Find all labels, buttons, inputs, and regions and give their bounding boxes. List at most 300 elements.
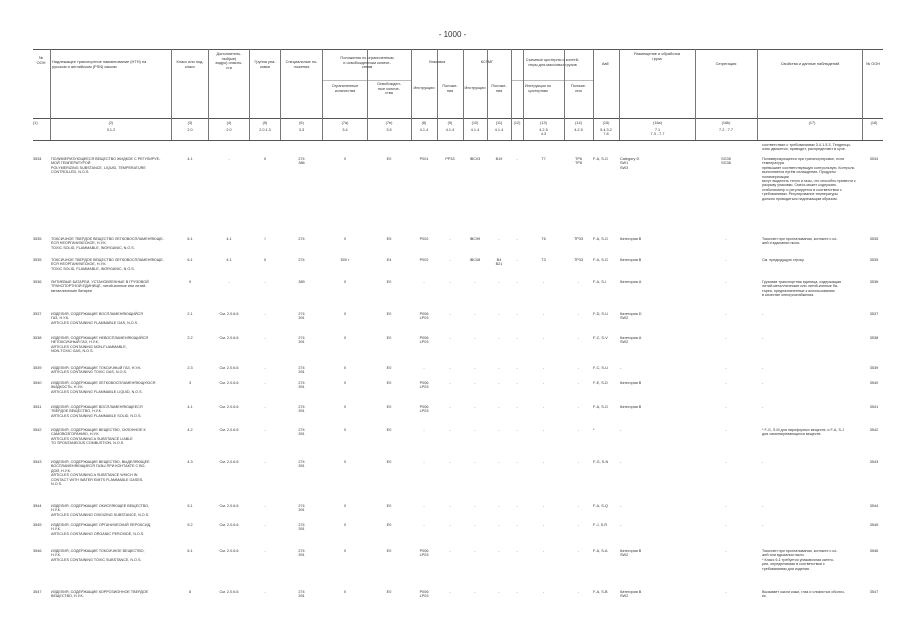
cell-sp: 274 391 — [298, 460, 305, 469]
column-number: (7a) — [341, 121, 349, 125]
cell-name: ИЗДЕЛИЯ, СОДЕРЖАЩИЕ ТОКСИЧНОЕ ВЕЩЕСТВО, Н.У.К. ARTICLES CONTAINING TOXIC SUBSTANCE, N.O.S. — [51, 549, 145, 562]
column-number: (2) — [108, 121, 114, 125]
header-segregation: Сегрегация — [715, 61, 737, 66]
cell-cls: 4.2 — [187, 428, 193, 432]
cell-prop: См. предыдущую строку. — [762, 258, 805, 262]
cell-seg: - — [725, 590, 727, 594]
cell-stw: Категория A SW2 — [620, 336, 642, 345]
cell-ems: F-C, S-V — [593, 336, 608, 340]
cell-pi: P006 LP03 — [419, 381, 429, 390]
cell-ti: T3 — [541, 258, 546, 262]
cell-seg: - — [725, 460, 727, 464]
cell-ems: F-A, S-G — [593, 237, 608, 241]
cell-prop: Токсичен при проглатывании, контакте с ко- жей или вдыхании пыли. * Класс 6.1 требуется упаковочная катего- рия, определяемая в соответствии с требованиями для изделия. — [762, 549, 838, 571]
cell-unr: 3536 — [869, 280, 879, 284]
cell-ibp: - — [498, 590, 500, 594]
cell-pg: - — [264, 312, 266, 316]
cell-un: 3535 — [33, 237, 42, 241]
cell-un: 3546 — [33, 549, 42, 553]
cell-prop: - — [762, 336, 764, 340]
cell-pp: - — [449, 258, 451, 262]
cell-ibp: B19 — [495, 157, 503, 161]
cell-tp: TP33 — [573, 258, 584, 262]
cell-cls: 2.1 — [187, 312, 193, 316]
cell-stw: - — [620, 504, 622, 508]
cell-12: - — [516, 381, 518, 385]
cell-ems: F-A, S-I — [593, 280, 607, 284]
column-number: (15) — [602, 121, 610, 125]
cell-tp: TP6 TP8 — [575, 157, 582, 166]
cell-lq: 0 — [343, 381, 347, 385]
cell-ti: - — [542, 336, 545, 340]
cell-sp: 274 391 — [298, 428, 305, 437]
cell-ems: F-A, S-G — [593, 258, 608, 262]
cell-seg: - — [725, 280, 727, 284]
reference-c8: 4.1.4 — [419, 128, 429, 132]
cell-ibi: - — [474, 366, 476, 370]
cell-cls: 4.3 — [187, 460, 193, 464]
cell-cls: 9 — [188, 280, 192, 284]
cell-pg: II — [263, 258, 267, 262]
cell-pp: - — [449, 366, 451, 370]
header-tank-instructions: Инструкции по цистернам — [524, 83, 552, 93]
cell-12: - — [516, 405, 518, 409]
cell-tp: - — [577, 405, 580, 409]
cell-pi: - — [423, 280, 425, 284]
cell-stw: Категория B SW2 — [620, 549, 642, 558]
column-number: (14) — [575, 121, 582, 125]
cell-lq: 500 г — [340, 258, 350, 262]
cell-eq: E0 — [386, 549, 392, 553]
cell-pp: - — [449, 549, 451, 553]
reference-c11: 4.1.4 — [494, 128, 504, 132]
header-packing-group: Группа упа- ковки — [254, 59, 276, 69]
cell-ems: F-D, S-U — [593, 312, 608, 316]
refs-bottom-rule — [33, 140, 883, 141]
cell-unr: 3544 — [869, 504, 879, 508]
cell-ibp: B4 B21 — [495, 258, 503, 267]
cell-tp: - — [577, 590, 580, 594]
cell-name: ИЗДЕЛИЯ, СОДЕРЖАЩИЕ ОКИСЛЯЮЩЕЕ ВЕЩЕСТВО, Н.У.К. ARTICLES CONTAINING OXIDIZING SUBSTANCE, N.O.S. — [51, 504, 150, 517]
header-excepted-qty: Освобожден- ные количе- ства — [377, 81, 401, 96]
reference-c15: 5.4.3.2 7.8 — [600, 128, 612, 137]
cell-pg: - — [264, 428, 266, 432]
header-ems: АвЕ — [601, 61, 610, 66]
cell-name: ПОЛИМЕРИЗУЮЩЕЕСЯ ВЕЩЕСТВО ЖИДКОЕ С РЕГУЛИРУЕ- МОЙ ТЕМПЕРАТУРОЙ POLYMERIZING SUBSTANCE, LIQUID, TEMPERATURE CONTROLLED, N.O.S. — [51, 157, 161, 175]
cell-12: - — [516, 280, 518, 284]
cell-sp: 274 391 — [298, 405, 305, 414]
cell-sp: 274 391 — [298, 504, 305, 513]
cell-ibi: IBC03 — [469, 157, 481, 161]
reference-c7a: 3.4 — [342, 128, 348, 132]
cell-lq: 0 — [343, 366, 347, 370]
header-un-no-right: № ООН — [865, 61, 881, 66]
cell-pp: - — [449, 428, 451, 432]
cell-eq: E0 — [386, 428, 392, 432]
cell-pg: - — [264, 460, 266, 464]
cell-stw: Категория B — [620, 237, 642, 241]
cell-ibp: - — [498, 312, 500, 316]
cell-pi: P006 LP03 — [419, 312, 429, 321]
cell-sub: См. 2.0.6.6 — [219, 366, 239, 370]
cell-12: - — [516, 366, 518, 370]
cell-cls: 4.1 — [187, 157, 193, 161]
cell-ibp: - — [498, 366, 500, 370]
column-number: (12) — [513, 121, 521, 125]
cell-sub: См. 2.0.6.6 — [219, 504, 239, 508]
cell-seg: - — [725, 428, 727, 432]
cell-unr: 3540 — [869, 381, 879, 385]
cell-pi: - — [423, 523, 425, 527]
cell-stw: - — [620, 460, 622, 464]
continuation-text: соответствии с требованиями 3.4.1.5.3. Тенденци- озно движется, приводит, распределяют в куче. — [762, 143, 851, 152]
cell-unr: 3535 — [869, 258, 879, 262]
column-number: (1) — [33, 121, 38, 125]
cell-prop: Грузовая транспортная единица, содержащая литий-металлические или литий-ионные ба- тареи, предназначенные к использованию в качестве электроснабжения. — [762, 280, 842, 298]
cell-12: - — [516, 549, 518, 553]
cell-lq: 0 — [343, 460, 347, 464]
cell-ti: - — [542, 523, 545, 527]
cell-ems: * — [593, 428, 595, 432]
header-packaging: Упаковка — [428, 59, 446, 64]
cell-sp: 274 386 — [298, 157, 305, 166]
cell-prop: - — [762, 312, 764, 316]
cell-ibi: IBC08 — [469, 258, 481, 262]
cell-un: 3536 — [33, 280, 42, 284]
cell-un: 3547 — [33, 590, 42, 594]
reference-c13: 4.2.5 4.3 — [539, 128, 548, 137]
cell-un: 3538 — [33, 336, 42, 340]
cell-sub: См. 2.0.6.6 — [219, 312, 239, 316]
cell-un: 3545 — [33, 523, 42, 527]
cell-ems: F-C, S-U — [593, 366, 608, 370]
cell-sub: - — [228, 157, 230, 161]
cell-eq: E0 — [386, 504, 392, 508]
column-number: (18) — [870, 121, 878, 125]
header-properties: Свойства и данные наблюдений — [780, 61, 840, 66]
cell-stw: - — [620, 523, 622, 527]
cell-ibp: - — [498, 280, 500, 284]
cell-eq: E0 — [386, 460, 392, 464]
cell-seg: - — [725, 336, 727, 340]
column-number: (16b) — [721, 121, 731, 125]
cell-12: - — [516, 237, 518, 241]
cell-seg: - — [725, 312, 727, 316]
cell-pi: P006 LP03 — [419, 405, 429, 414]
column-number: (7b) — [385, 121, 393, 125]
column-number: (4) — [226, 121, 232, 125]
header-un-no: № ООН — [36, 55, 46, 65]
cell-unr: 3539 — [869, 366, 879, 370]
cell-sub: См. 2.0.6.6 — [219, 590, 239, 594]
cell-ems: F-A, S-G — [593, 157, 608, 161]
cell-sub: 4.1 — [226, 258, 232, 262]
cell-ti: - — [542, 280, 545, 284]
header-ibc: КСГМГ — [480, 59, 494, 64]
cell-pp: - — [449, 504, 451, 508]
cell-lq: 0 — [343, 280, 347, 284]
cell-name: ТОКСИЧНОЕ ТВЕРДОЕ ВЕЩЕСТВО ЛЕГКОВОСПЛАМЕНЯЮЩЕ- ЕСЯ НЕОРГАНИЧЕСКОЕ, Н.У.К. TOXIC SOLID, FLAMMABLE, INORGANIC, N.O.S. — [51, 258, 164, 271]
cell-pp: - — [449, 460, 451, 464]
header-packaging-provisions: Положе- ния — [442, 83, 458, 93]
header-bottom-rule — [33, 118, 883, 119]
reference-c6: 3.3 — [298, 128, 305, 132]
cell-name: ЛИТИЕВЫЕ БАТАРЕИ, УСТАНОВЛЕННЫЕ В ГРУЗОВОЙ ТРАНСПОРТНОЙ ЕДИНИЦЕ, литий-ионные или литий- металлические батареи — [51, 280, 149, 293]
header-tank-provisions: Положе- ния — [570, 83, 587, 93]
cell-cls: 5.2 — [187, 523, 193, 527]
header-limited-qty: Ограниченные количества — [331, 83, 359, 93]
cell-unr: 3543 — [869, 460, 879, 464]
cell-ibi: - — [474, 405, 476, 409]
cell-pp: - — [449, 336, 451, 340]
cell-cls: 6.1 — [187, 258, 193, 262]
cell-ibi: - — [474, 336, 476, 340]
cell-un: 3535 — [33, 258, 42, 262]
cell-sp: 274 — [298, 258, 305, 262]
cell-stw: Категория B SW2 — [620, 590, 642, 599]
cell-ems: F-A, S-A — [593, 549, 608, 553]
cell-ti: - — [542, 366, 545, 370]
cell-ibi: - — [474, 280, 476, 284]
cell-name: ИЗДЕЛИЯ, СОДЕРЖАЩИЕ КОРРОЗИОННОЕ ТВЕРДОЕ ВЕЩЕСТВО, Н.У.К. — [51, 590, 149, 599]
cell-sp: 274 391 — [298, 312, 305, 321]
cell-unr: 3545 — [869, 523, 879, 527]
cell-ti: - — [542, 504, 545, 508]
cell-ibi: - — [474, 460, 476, 464]
cell-lq: 0 — [343, 523, 347, 527]
cell-stw: Категория B — [620, 405, 642, 409]
cell-ems: F-G, S-N — [593, 460, 609, 464]
cell-pg: - — [264, 336, 266, 340]
reference-c9: 4.1.4 — [445, 128, 455, 132]
cell-lq: 0 — [343, 312, 347, 316]
cell-name: ИЗДЕЛИЯ, СОДЕРЖАЩИЕ ТОКСИЧНЫЙ ГАЗ, Н.У.К. ARTICLES CONTAINING TOXIC GAS, N.O.S. — [51, 366, 142, 375]
cell-ti: - — [542, 549, 545, 553]
cell-ems: F-A, S-G — [593, 405, 608, 409]
cell-12: - — [516, 336, 518, 340]
cell-12: - — [516, 504, 518, 508]
cell-stw: - — [620, 366, 622, 370]
cell-cls: 2.2 — [187, 336, 193, 340]
cell-tp: - — [577, 336, 580, 340]
header-subsidiary-hazard: Дополнитель- ный(ые) вид(ы) опасно- сти — [215, 51, 243, 70]
cell-un: 3539 — [33, 366, 42, 370]
cell-lq: 0 — [343, 157, 347, 161]
cell-ti: - — [542, 428, 545, 432]
cell-ibi: - — [474, 523, 476, 527]
cell-unr: 3535 — [869, 237, 879, 241]
header-packaging-instructions: Инструкции — [413, 85, 435, 90]
cell-eq: E0 — [386, 405, 392, 409]
cell-name: ИЗДЕЛИЯ, СОДЕРЖАЩИЕ ОРГАНИЧЕСКИЙ ПЕРОКСИД, Н.У.К. ARTICLES CONTAINING ORGANIC PEROXIDE, N.O.S. — [51, 523, 152, 536]
reference-c7b: 3.5 — [386, 128, 392, 132]
cell-name: ИЗДЕЛИЯ, СОДЕРЖАЩИЕ ВЕЩЕСТВО, ВЫДЕЛЯЮЩЕЕ ВОСПЛАМЕНЯЮЩИЕСЯ ГАЗЫ ПРИ КОНТАКТЕ С ВО- ДОЙ, Н.У.К. ARTICLES CONTAINING A SUBSTANCE WHICH IN CONTACT WITH WATER EMITS FLAMMABLE GASES, N.O.S. — [51, 460, 150, 487]
cell-sub: См. 2.0.6.6 — [219, 460, 239, 464]
cell-12: - — [516, 523, 518, 527]
reference-c2: 3.1.2 — [106, 128, 116, 132]
cell-pi: P002 — [419, 258, 429, 262]
cell-12: - — [516, 312, 518, 316]
cell-un: 3544 — [33, 504, 42, 508]
cell-seg: - — [725, 504, 727, 508]
cell-eq: E0 — [386, 381, 392, 385]
cell-tp: - — [577, 428, 580, 432]
cell-tp: - — [577, 280, 580, 284]
cell-seg: - — [725, 523, 727, 527]
cell-cls: 4.1 — [187, 405, 193, 409]
cell-sp: 274 391 — [298, 549, 305, 558]
cell-un: 3542 — [33, 428, 42, 432]
cell-seg: - — [725, 366, 727, 370]
cell-ibp: - — [498, 549, 500, 553]
cell-unr: 3547 — [869, 590, 879, 594]
cell-un: 3541 — [33, 405, 42, 409]
cell-lq: 0 — [343, 504, 347, 508]
cell-tp: - — [577, 523, 580, 527]
cell-cls: 3 — [188, 381, 192, 385]
header-portable-tanks: Съемные цистерны и контей- неры для массовых грузов — [525, 57, 580, 67]
cell-pg: I — [264, 237, 266, 241]
cell-stw: Категория D SW2 — [620, 312, 642, 321]
cell-tp: - — [577, 460, 580, 464]
cell-pp: - — [449, 381, 451, 385]
header-class: Класс или под- класс — [176, 59, 204, 69]
cell-ibi: - — [474, 590, 476, 594]
cell-pg: - — [264, 523, 266, 527]
cell-ibp: - — [498, 405, 500, 409]
header-name: Надлежащее транспортное наименование (НТН) на русском и английском (PSN) языках — [52, 59, 147, 69]
cell-pi: P006 LP03 — [419, 590, 429, 599]
cell-prop: Токсичен при проглатывании, контакте с ко- жей и вдыхании пыли. — [762, 237, 838, 246]
cell-12: - — [516, 157, 518, 161]
cell-ti: - — [542, 460, 545, 464]
cell-ibp: - — [498, 336, 500, 340]
cell-unr: 3534 — [869, 157, 879, 161]
column-number: (11) — [495, 121, 503, 125]
cell-un: 3534 — [33, 157, 42, 161]
cell-ibi: - — [474, 549, 476, 553]
cell-pp: - — [449, 590, 451, 594]
header-stowage: Размещение и обработка груза — [633, 51, 681, 61]
cell-sub: См. 2.0.6.6 — [219, 549, 239, 553]
cell-lq: 0 — [343, 428, 347, 432]
cell-sub: См. 2.0.6.6 — [219, 523, 239, 527]
cell-seg: - — [725, 381, 727, 385]
page-number: - 1000 - — [438, 30, 467, 39]
cell-sub: См. 2.0.6.6 — [219, 405, 239, 409]
cell-prop: - — [762, 504, 764, 508]
cell-pp: - — [449, 237, 451, 241]
cell-sp: 274 391 — [298, 523, 305, 532]
reference-c3: 2.0 — [187, 128, 193, 132]
cell-pg: - — [264, 504, 266, 508]
column-number: (9) — [447, 121, 453, 125]
cell-prop: - — [762, 523, 764, 527]
cell-pi: P006 LP03 — [419, 336, 429, 345]
cell-seg: - — [725, 549, 727, 553]
cell-ems: F-A, S-B — [593, 590, 608, 594]
cell-sp: 274 391 — [298, 381, 305, 390]
cell-ibp: - — [498, 523, 500, 527]
cell-seg: - — [725, 405, 727, 409]
reference-c5: 2.0.1.3 — [259, 128, 271, 132]
cell-lq: 0 — [343, 237, 347, 241]
cell-eq: E0 — [386, 280, 392, 284]
cell-name: ИЗДЕЛИЯ, СОДЕРЖАЩИЕ ВОСПЛАМЕНЯЮЩЕЕСЯ ТВЕРДОЕ ВЕЩЕСТВО, Н.У.К. ARTICLES CONTAINING FLAMMABLE SOLID, N.O.S. — [51, 405, 143, 418]
cell-sp: 274 391 — [298, 336, 305, 345]
cell-ibp: - — [498, 428, 500, 432]
cell-stw: - — [620, 428, 622, 432]
header-ibc-instructions: Инструкции — [464, 85, 486, 90]
cell-seg: SG35 SG36 — [721, 157, 731, 166]
cell-prop: Вызывает ожоги кожи, глаз и слизистых оболоч- ек. — [762, 590, 845, 599]
cell-prop: - — [762, 381, 764, 385]
cell-ti: T6 — [541, 237, 546, 241]
cell-ti: - — [542, 590, 545, 594]
cell-pp: - — [449, 523, 451, 527]
cell-sub: - — [228, 280, 230, 284]
cell-sp: 274 391 — [298, 590, 305, 599]
column-number: (5) — [262, 121, 268, 125]
cell-name: ИЗДЕЛИЯ, СОДЕРЖАЩИЕ ВЕЩЕСТВО, СКЛОННОЕ К САМОВОЗГОРАНИЮ, Н.У.К. ARTICLES CONTAINING A SUBSTANCE LIABLE TO SPONTANEOUS COMBUSTION, N.O.S. — [51, 428, 146, 446]
cell-eq: E0 — [386, 590, 392, 594]
cell-pg: - — [264, 366, 266, 370]
cell-pi: P002 — [419, 237, 429, 241]
cell-prop: * F-G, S-M для пирофорных веществ, и F-A, S-J для самонагревающихся веществ. — [762, 428, 844, 437]
cell-cls: 6.1 — [187, 237, 193, 241]
cell-sub: См. 2.0.6.6 — [219, 336, 239, 340]
header-limited-quantities: Положения по ограниченным и освобожденным количе- ствам — [340, 55, 394, 70]
cell-tp: - — [577, 504, 580, 508]
cell-prop: Полимеризующееся при транспортировке, если температура превышает соответствующую контрольную. Контроль выполняется путём охлаждения. Продукты полимеризации могут выделять тепло и газы, что способно привести к разрыву упаковки. Смесь может содержать стабилизатор и регулируется в соответствии с требованиями. Регулирование температуры должно проводиться надлежащим образом. — [762, 157, 856, 201]
cell-stw: Категория B — [620, 381, 642, 385]
cell-ti: - — [542, 312, 545, 316]
cell-unr: 3542 — [869, 428, 879, 432]
tanks-sub-rule — [512, 80, 593, 81]
reference-c16b: 7.2 - 7.7 — [719, 128, 733, 132]
cell-tp: - — [577, 381, 580, 385]
cell-tp: - — [577, 312, 580, 316]
cell-pp: - — [449, 405, 451, 409]
header-top-rule — [33, 49, 883, 50]
cell-ibp: - — [498, 237, 500, 241]
cell-unr: 3538 — [869, 336, 879, 340]
cell-pi: - — [423, 428, 425, 432]
cell-ibi: - — [474, 312, 476, 316]
cell-name: ИЗДЕЛИЯ, СОДЕРЖАЩИЕ НЕВОСПЛАМЕНЯЮЩИЙСЯ НЕТОКСИЧНЫЙ ГАЗ, Н.У.К. ARTICLES CONTAINING NON-FLAMMABLE, NON-TOXIC GAS, N.O.S. — [51, 336, 149, 354]
column-rule — [50, 49, 51, 140]
cell-lq: 0 — [343, 336, 347, 340]
cell-cls: 6.1 — [187, 549, 193, 553]
cell-ems: F-E, S-D — [593, 381, 608, 385]
cell-pp: PP33 — [445, 157, 455, 161]
cell-sub: 4.1 — [226, 237, 232, 241]
cell-pg: - — [264, 280, 266, 284]
reference-c10: 4.1.4 — [470, 128, 480, 132]
cell-pg: - — [264, 590, 266, 594]
cell-pi: P006 LP03 — [419, 549, 429, 558]
cell-unr: 3537 — [869, 312, 879, 316]
reference-c14: 4.2.5 — [574, 128, 583, 132]
cell-tp: - — [577, 366, 580, 370]
cell-ti: - — [542, 381, 545, 385]
cell-12: - — [516, 258, 518, 262]
cell-unr: 3546 — [869, 549, 879, 553]
column-number: (8) — [421, 121, 427, 125]
cell-pi: - — [423, 460, 425, 464]
cell-pg: - — [264, 549, 266, 553]
cell-eq: E5 — [386, 237, 392, 241]
